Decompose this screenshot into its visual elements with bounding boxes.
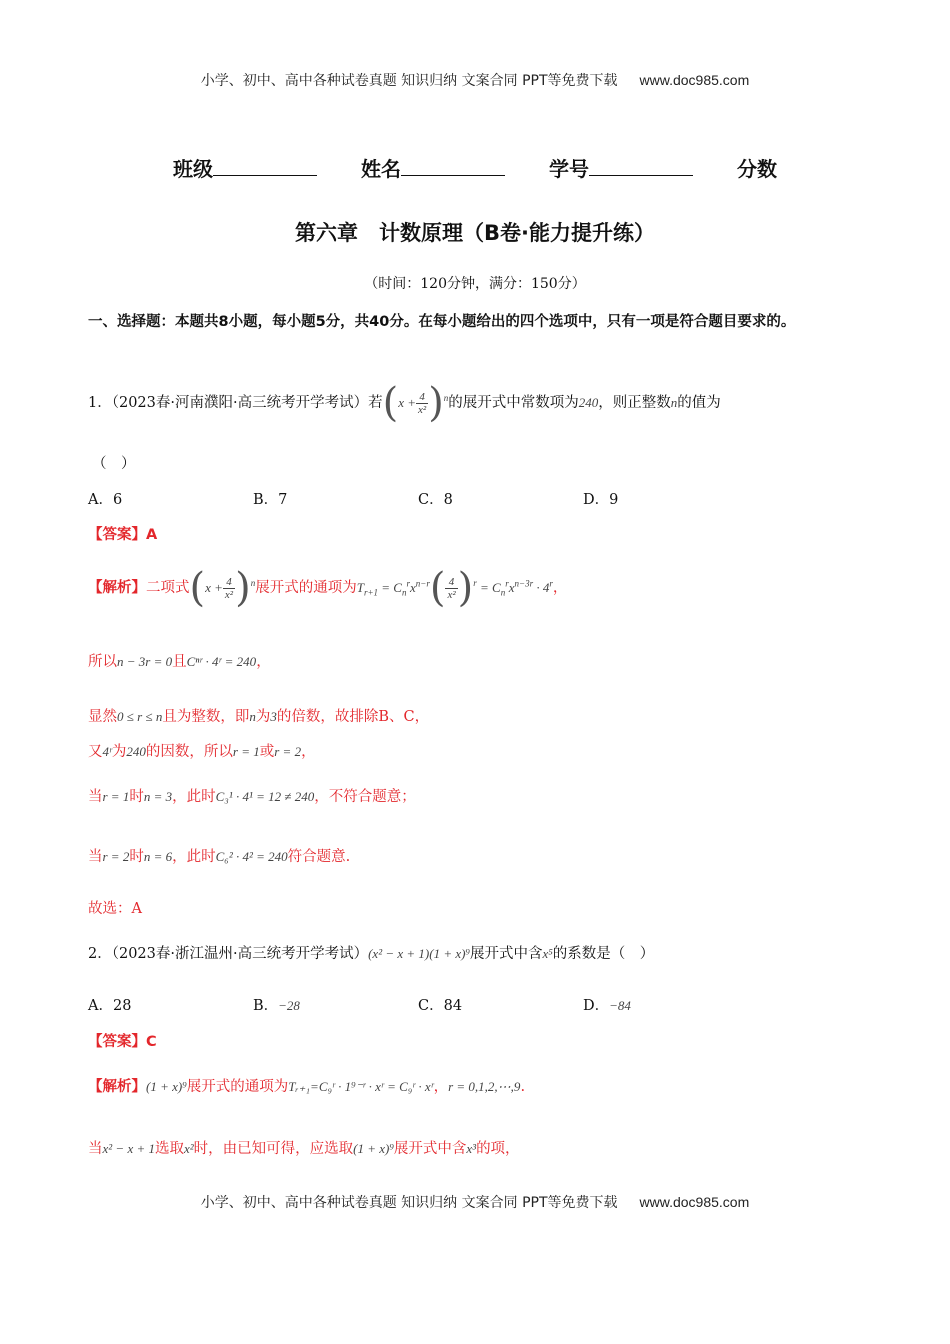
score-field[interactable]: 分数	[737, 157, 777, 181]
q1-option-d[interactable]: D．9	[583, 492, 619, 508]
q2-option-b[interactable]: B．−28	[253, 998, 300, 1014]
q2-option-a[interactable]: A．28	[88, 998, 132, 1014]
q1-option-a[interactable]: A．6	[88, 492, 123, 508]
student-info-fields	[0, 153, 950, 182]
q1-analysis-line-6: 当r = 2时n = 6，此时C₆² · 4² = 240符合题意.	[88, 849, 351, 865]
q2-option-d[interactable]: D．−84	[583, 998, 631, 1014]
name-field[interactable]: 姓名	[361, 153, 505, 182]
q1-analysis-line-3: 显然0 ≤ r ≤ n且为整数，即n为3的倍数，故排除B、C，	[88, 709, 430, 725]
question-1: 1．（2023春·河南濮阳·高三统考开学考试）若(x + $\frac{4}{\text{x²}}$ )$^n$的展开式中常数项为240，则正整数n的值为	[88, 380, 721, 426]
q1-option-c[interactable]: C．8	[418, 492, 453, 508]
q1-analysis-line-2: 所以n − 3r = 0且Cⁿʳ · 4ʳ = 240，	[88, 654, 271, 670]
page-title: 第六章 计数原理（B卷·能力提升练）	[295, 221, 655, 245]
q2-analysis-line-1: 【解析】(1 + x)⁹展开式的通项为Tᵣ₊₁=C₉ʳ · 1⁹⁻ʳ · xʳ = C₉ʳ · xʳ，r = 0,1,2,⋯,9.	[88, 1079, 526, 1095]
q1-analysis-line-1: 【解析】二项式(x + $\frac{4}{\text{x²}}$ )$^n$展开式的通项为$T_{r+1} = C_n^rx^{n-r}$( $\frac{4}{\text{x²}}$ )$^r = C_n^rx^{n-3r} \cdot 4^r$，	[88, 565, 568, 611]
q1-answer: 【答案】A	[88, 527, 158, 543]
q1-final-choice: 故选：A	[88, 901, 142, 917]
header-text: 小学、初中、高中各种试卷真题 知识归纳 文案合同 PPT等免费下载	[200, 73, 618, 89]
exam-info: （时间：120分钟，满分：150分）	[364, 276, 586, 292]
q2-analysis-line-2: 当x² − x + 1选取x²时，由已知可得，应选取(1 + x)⁹展开式中含x³的项，	[88, 1141, 520, 1157]
page-header	[0, 70, 950, 90]
footer-site-link[interactable]: www.doc985.com	[639, 1194, 750, 1210]
id-field[interactable]: 学号	[549, 153, 693, 182]
question-2: 2．（2023春·浙江温州·高三统考开学考试）(x² − x + 1)(1 + x)⁹展开式中含x⁵的系数是（ ）	[88, 946, 655, 962]
q1-analysis-line-4: 又4ʳ为240的因数，所以r = 1或r = 2，	[88, 744, 316, 760]
q1-analysis-line-5: 当r = 1时n = 3，此时C₃¹ · 4¹ = 12 ≠ 240，不符合题意；	[88, 789, 416, 805]
footer-text: 小学、初中、高中各种试卷真题 知识归纳 文案合同 PPT等免费下载	[200, 1195, 618, 1211]
question-1-blank: （ ）	[92, 456, 136, 472]
header-site-link[interactable]: www.doc985.com	[639, 72, 750, 88]
q2-option-c[interactable]: C．84	[418, 998, 463, 1014]
page-footer	[0, 1192, 950, 1212]
q1-option-b[interactable]: B．7	[253, 492, 288, 508]
q2-answer: 【答案】C	[88, 1034, 157, 1050]
section-heading: 一、选择题：本题共8小题，每小题5分，共40分。在每小题给出的四个选项中，只有一项是符合题目要求的。	[88, 314, 796, 330]
class-field[interactable]: 班级	[173, 153, 317, 182]
